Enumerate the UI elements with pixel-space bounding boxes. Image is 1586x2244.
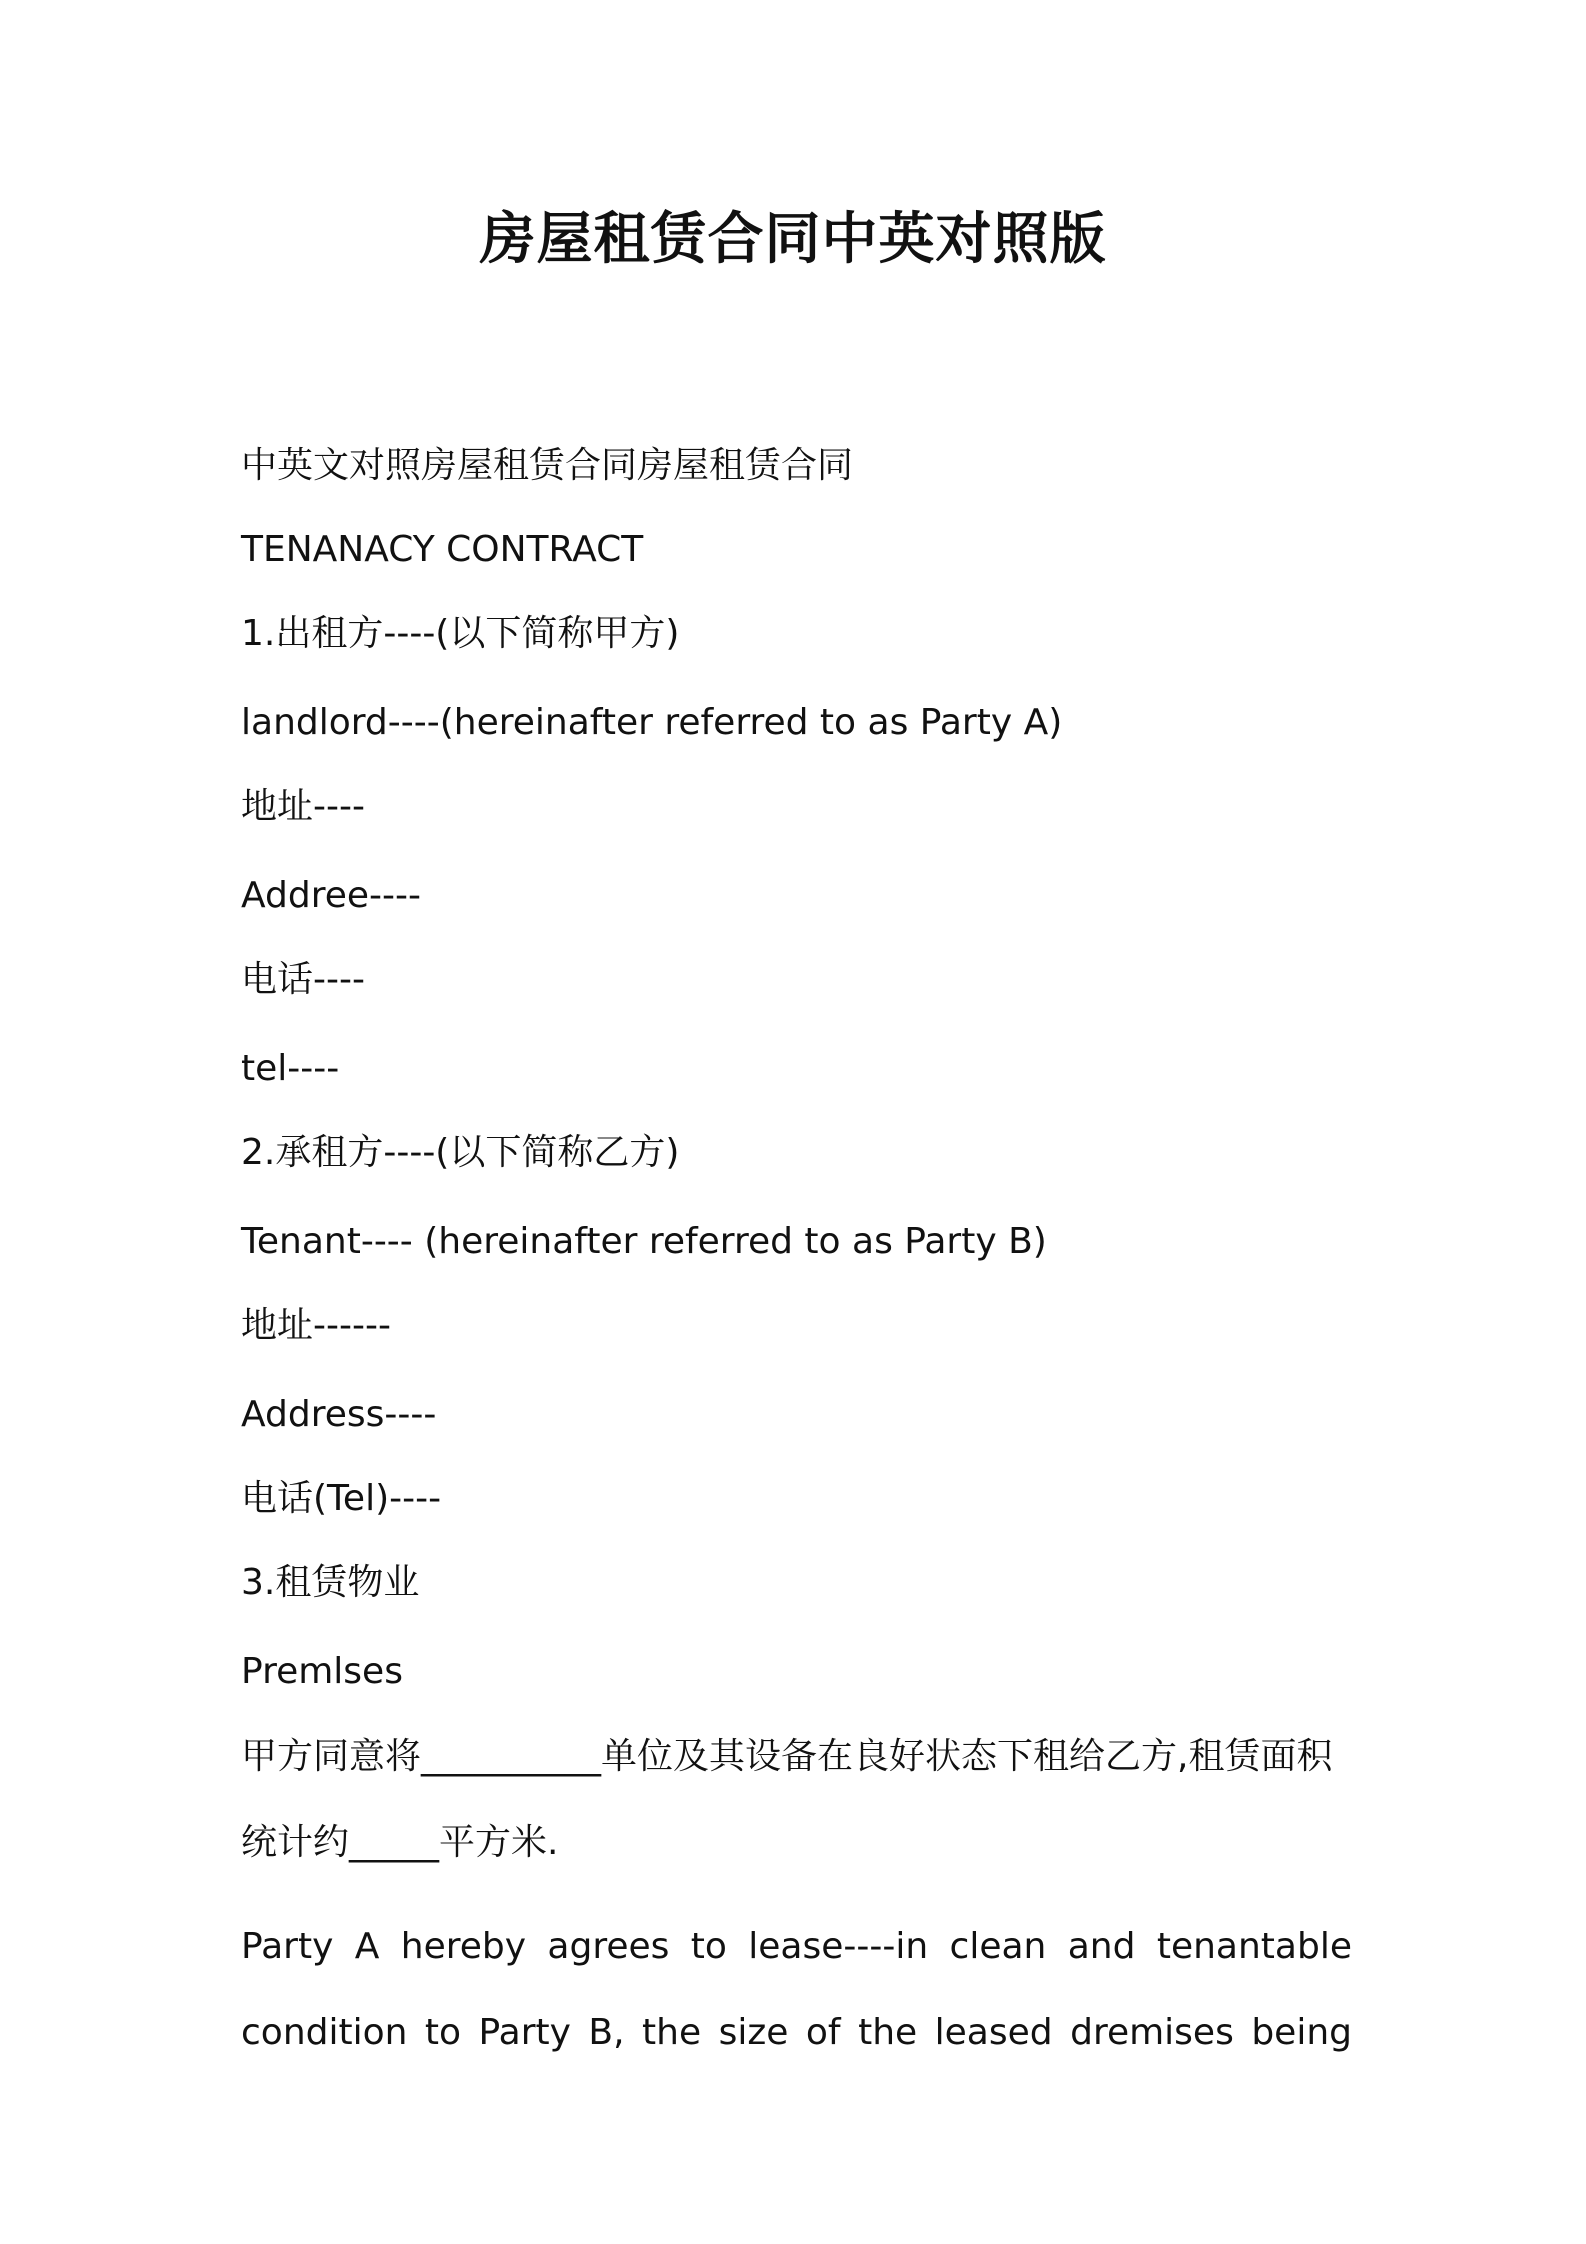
premises-paragraph-cn: 甲方同意将__________单位及其设备在良好状态下租给乙方,租赁面积统计约_____平方米. <box>241 1736 1333 1863</box>
premises-paragraph-en: Party A hereby agrees to lease----in clean and tenantable condition to Party B, the size of the leased dremises being <box>241 1926 1352 2053</box>
landlord-address-en: Addree---- <box>241 875 421 916</box>
contract-english-title: TENANACY CONTRACT <box>241 529 644 570</box>
landlord-address-cn: 地址---- <box>241 786 365 827</box>
tenant-line: Tenant---- (hereinafter referred to as Party B) <box>241 1221 1047 1262</box>
tenant-address-cn: 地址------ <box>241 1305 391 1346</box>
landlord-tel-en: tel---- <box>241 1048 340 1089</box>
section-3-heading: 3.租赁物业 <box>241 1562 420 1603</box>
section-1-heading: 1.出租方----(以下简称甲方) <box>241 613 680 654</box>
landlord-phone-cn: 电话---- <box>241 959 365 1000</box>
tenant-phone: 电话(Tel)---- <box>241 1478 442 1519</box>
tenant-address-en: Address---- <box>241 1394 437 1435</box>
document-body <box>241 442 1352 2076</box>
contract-subtitle: 中英文对照房屋租赁合同房屋租赁合同 <box>241 445 854 486</box>
section-2-heading: 2.承租方----(以下简称乙方) <box>241 1132 680 1173</box>
premises-heading: Premlses <box>241 1651 403 1692</box>
document-title: 房屋租赁合同中英对照版 <box>479 207 1107 272</box>
landlord-line: landlord----(hereinafter referred to as Party A) <box>241 702 1063 743</box>
